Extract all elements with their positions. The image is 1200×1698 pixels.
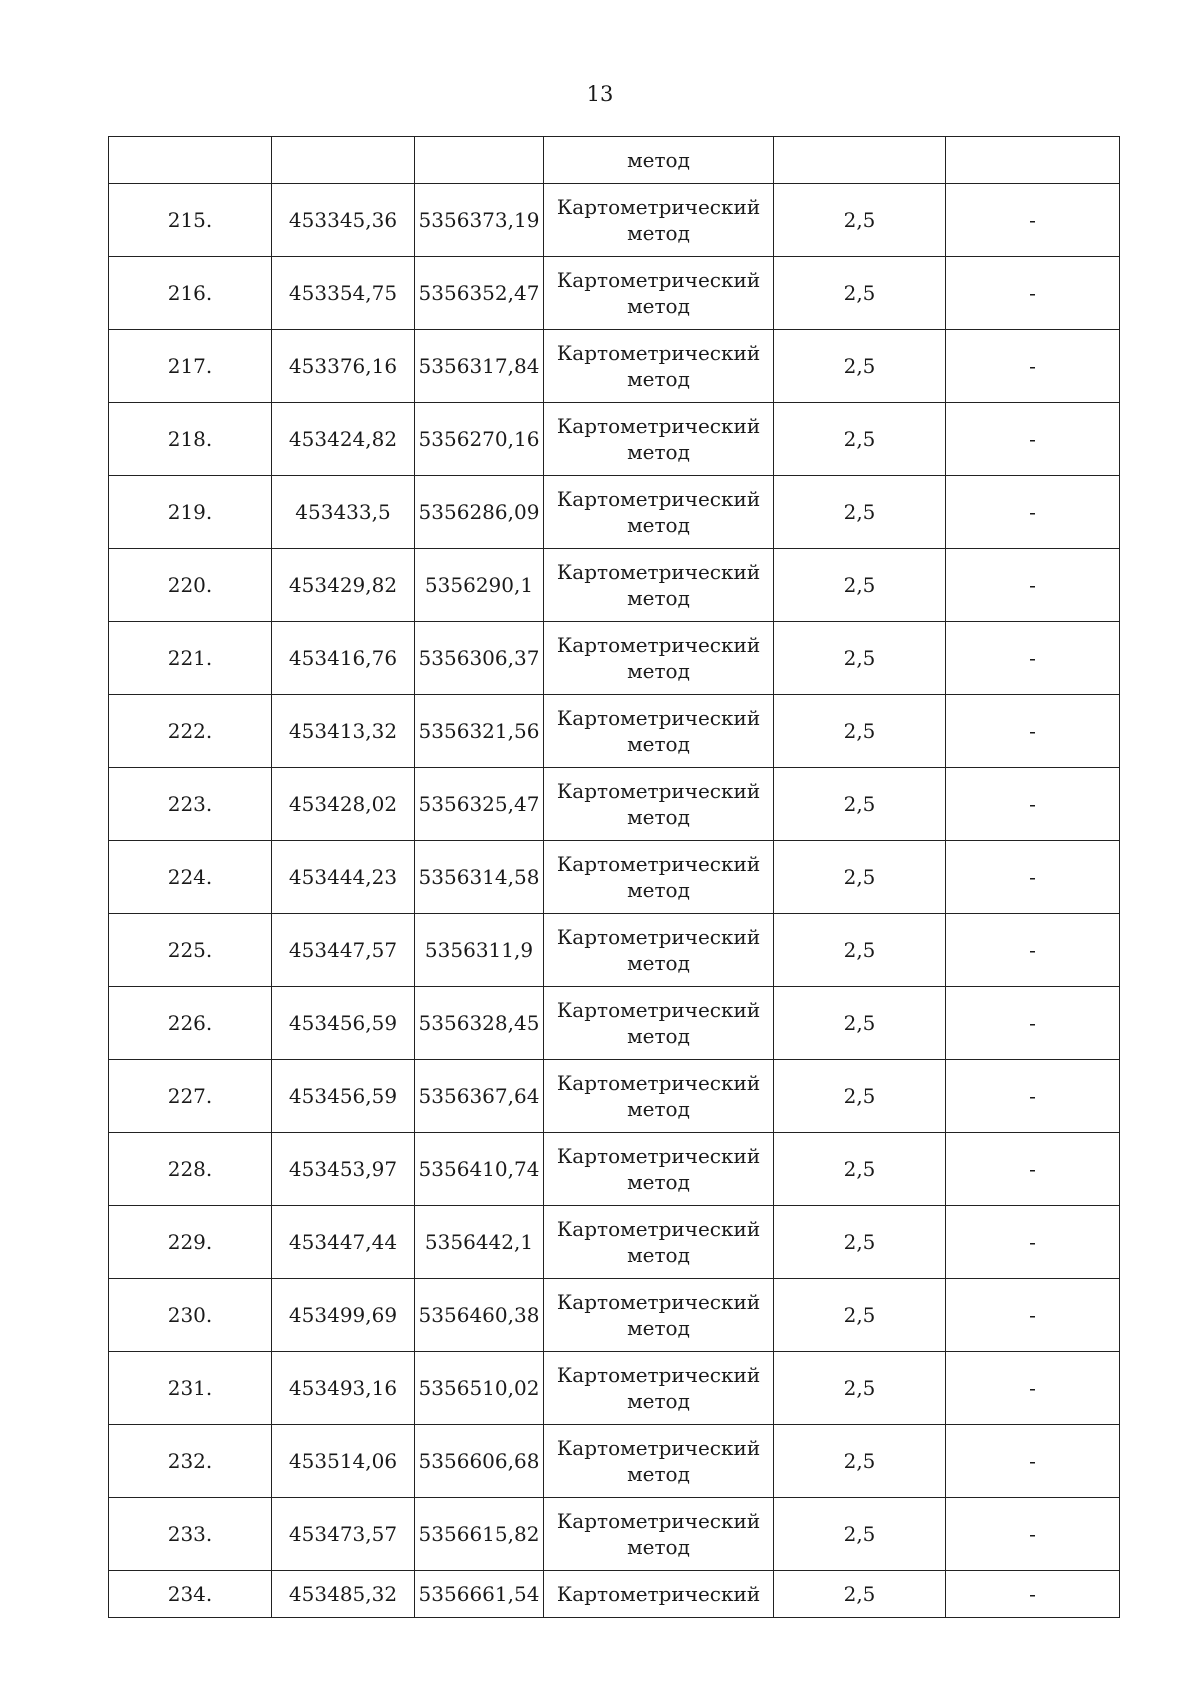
cell-x-coordinate: 453433,5	[272, 476, 415, 549]
method-line-1: Картометрический	[556, 925, 761, 949]
cell-y-coordinate: 5356442,1	[415, 1206, 544, 1279]
method-line-1: Картометрический	[556, 1363, 761, 1387]
cell-y-coordinate: 5356328,45	[415, 987, 544, 1060]
cell-method: метод	[544, 137, 774, 184]
cell-y-coordinate: 5356352,47	[415, 257, 544, 330]
cell-method	[544, 330, 774, 403]
method-line-1: Картометрический	[556, 414, 761, 438]
cell-accuracy: 2,5	[774, 622, 946, 695]
cell-accuracy: 2,5	[774, 476, 946, 549]
cell-method	[544, 695, 774, 768]
cell-x-coordinate: 453429,82	[272, 549, 415, 622]
cell-accuracy	[774, 137, 946, 184]
cell-x-coordinate: 453447,57	[272, 914, 415, 987]
page-number: 13	[586, 82, 614, 106]
method-line-2: метод	[627, 1316, 690, 1340]
cell-accuracy: 2,5	[774, 1571, 946, 1618]
table-row	[109, 476, 1120, 549]
cell-y-coordinate: 5356661,54	[415, 1571, 544, 1618]
cell-method	[544, 549, 774, 622]
cell-x-coordinate: 453456,59	[272, 987, 415, 1060]
cell-description: -	[946, 1498, 1120, 1571]
cell-y-coordinate: 5356410,74	[415, 1133, 544, 1206]
cell-point-number: 219.	[109, 476, 272, 549]
table-row	[109, 622, 1120, 695]
cell-point-number: 230.	[109, 1279, 272, 1352]
method-line-1: Картометрический	[556, 1290, 761, 1314]
cell-y-coordinate: 5356321,56	[415, 695, 544, 768]
method-line-2: метод	[627, 951, 690, 975]
cell-description: -	[946, 184, 1120, 257]
cell-description: -	[946, 1425, 1120, 1498]
method-line-1: Картометрический	[556, 1509, 761, 1533]
cell-description: -	[946, 768, 1120, 841]
table-row	[109, 1498, 1120, 1571]
cell-y-coordinate: 5356367,64	[415, 1060, 544, 1133]
table-row	[109, 403, 1120, 476]
method-line-2: метод	[627, 1243, 690, 1267]
cell-x-coordinate: 453456,59	[272, 1060, 415, 1133]
cell-point-number: 223.	[109, 768, 272, 841]
cell-point-number: 216.	[109, 257, 272, 330]
table-row	[109, 1206, 1120, 1279]
method-line-1: Картометрический	[556, 1144, 761, 1168]
table-row	[109, 1133, 1120, 1206]
method-line-1: Картометрический	[556, 1436, 761, 1460]
method-line-2: метод	[627, 1024, 690, 1048]
cell-x-coordinate: 453345,36	[272, 184, 415, 257]
cell-method	[544, 257, 774, 330]
table-row	[109, 330, 1120, 403]
cell-y-coordinate: 5356286,09	[415, 476, 544, 549]
table-row	[109, 184, 1120, 257]
cell-accuracy: 2,5	[774, 841, 946, 914]
cell-description: -	[946, 257, 1120, 330]
cell-accuracy: 2,5	[774, 1133, 946, 1206]
cell-x-coordinate: 453444,23	[272, 841, 415, 914]
cell-method	[544, 914, 774, 987]
cell-x-coordinate: 453453,97	[272, 1133, 415, 1206]
method-line-1: Картометрический	[556, 998, 761, 1022]
cell-x-coordinate: 453376,16	[272, 330, 415, 403]
method-line-1: Картометрический	[556, 852, 761, 876]
cell-accuracy: 2,5	[774, 695, 946, 768]
method-line-1: Картометрический	[556, 560, 761, 584]
cell-method	[544, 1352, 774, 1425]
cell-x-coordinate: 453447,44	[272, 1206, 415, 1279]
cell-y-coordinate: 5356306,37	[415, 622, 544, 695]
cell-method	[544, 1279, 774, 1352]
table-row	[109, 1425, 1120, 1498]
method-line-1: Картометрический	[556, 268, 761, 292]
cell-y-coordinate: 5356325,47	[415, 768, 544, 841]
method-line-1: Картометрический	[556, 195, 761, 219]
cell-point-number: 227.	[109, 1060, 272, 1133]
cell-method	[544, 1060, 774, 1133]
method-line-2: метод	[627, 805, 690, 829]
cell-accuracy: 2,5	[774, 987, 946, 1060]
cell-description: -	[946, 1133, 1120, 1206]
cell-y-coordinate: 5356460,38	[415, 1279, 544, 1352]
cell-method	[544, 987, 774, 1060]
method-line-2: метод	[627, 294, 690, 318]
cell-point-number: 226.	[109, 987, 272, 1060]
table-row	[109, 549, 1120, 622]
method-line-1: Картометрический	[556, 779, 761, 803]
cell-y-coordinate: 5356606,68	[415, 1425, 544, 1498]
cell-description: -	[946, 1279, 1120, 1352]
cell-description: -	[946, 695, 1120, 768]
table-row	[109, 841, 1120, 914]
cell-y-coordinate: 5356311,9	[415, 914, 544, 987]
cell-x-coordinate: 453354,75	[272, 257, 415, 330]
cell-accuracy: 2,5	[774, 1206, 946, 1279]
method-line-2: метод	[627, 221, 690, 245]
method-line-2: метод	[627, 1389, 690, 1413]
cell-description: -	[946, 403, 1120, 476]
cell-method	[544, 1425, 774, 1498]
method-line-2: метод	[627, 1462, 690, 1486]
cell-description: -	[946, 1060, 1120, 1133]
cell-accuracy: 2,5	[774, 1060, 946, 1133]
cell-point-number: 224.	[109, 841, 272, 914]
cell-y-coordinate: 5356314,58	[415, 841, 544, 914]
cell-method	[544, 1206, 774, 1279]
method-line-1: Картометрический	[556, 341, 761, 365]
cell-description: -	[946, 914, 1120, 987]
cell-accuracy: 2,5	[774, 549, 946, 622]
cell-point-number: 220.	[109, 549, 272, 622]
cell-method	[544, 403, 774, 476]
cell-description: -	[946, 476, 1120, 549]
cell-description: -	[946, 1352, 1120, 1425]
cell-x-coordinate	[272, 137, 415, 184]
method-line-1: Картометрический	[556, 1217, 761, 1241]
method-line-2: метод	[627, 1170, 690, 1194]
coordinates-table	[108, 136, 1120, 1618]
cell-method	[544, 184, 774, 257]
cell-x-coordinate: 453493,16	[272, 1352, 415, 1425]
cell-description: -	[946, 1571, 1120, 1618]
cell-point-number: 215.	[109, 184, 272, 257]
cell-method	[544, 1498, 774, 1571]
cell-y-coordinate: 5356270,16	[415, 403, 544, 476]
method-line-2: метод	[627, 586, 690, 610]
method-line-2: метод	[627, 659, 690, 683]
cell-accuracy: 2,5	[774, 257, 946, 330]
cell-method	[544, 841, 774, 914]
cell-accuracy: 2,5	[774, 184, 946, 257]
cell-accuracy: 2,5	[774, 403, 946, 476]
cell-description: -	[946, 841, 1120, 914]
method-line-1: Картометрический	[556, 487, 761, 511]
table-row	[109, 1060, 1120, 1133]
cell-point-number: 233.	[109, 1498, 272, 1571]
cell-x-coordinate: 453499,69	[272, 1279, 415, 1352]
cell-method: Картометрический	[544, 1571, 774, 1618]
method-line-2: метод	[627, 513, 690, 537]
cell-point-number: 222.	[109, 695, 272, 768]
cell-method	[544, 768, 774, 841]
table-row-continuation	[109, 137, 1120, 184]
cell-accuracy: 2,5	[774, 768, 946, 841]
cell-accuracy: 2,5	[774, 914, 946, 987]
cell-point-number: 232.	[109, 1425, 272, 1498]
cell-description	[946, 137, 1120, 184]
cell-method	[544, 476, 774, 549]
method-line-2: метод	[627, 1097, 690, 1121]
cell-y-coordinate: 5356510,02	[415, 1352, 544, 1425]
method-line-2: метод	[627, 440, 690, 464]
cell-accuracy: 2,5	[774, 1279, 946, 1352]
method-line-2: метод	[627, 732, 690, 756]
method-line-1: Картометрический	[556, 706, 761, 730]
cell-method	[544, 1133, 774, 1206]
method-line-1: Картометрический	[556, 1071, 761, 1095]
cell-x-coordinate: 453514,06	[272, 1425, 415, 1498]
cell-accuracy: 2,5	[774, 1498, 946, 1571]
cell-description: -	[946, 549, 1120, 622]
cell-description: -	[946, 622, 1120, 695]
method-line-2: метод	[627, 878, 690, 902]
cell-point-number: 218.	[109, 403, 272, 476]
table-row	[109, 987, 1120, 1060]
cell-y-coordinate	[415, 137, 544, 184]
cell-method	[544, 622, 774, 695]
cell-point-number: 221.	[109, 622, 272, 695]
cell-point-number: 231.	[109, 1352, 272, 1425]
cell-accuracy: 2,5	[774, 1352, 946, 1425]
cell-point-number: 234.	[109, 1571, 272, 1618]
cell-accuracy: 2,5	[774, 330, 946, 403]
cell-point-number: 229.	[109, 1206, 272, 1279]
cell-y-coordinate: 5356615,82	[415, 1498, 544, 1571]
cell-point-number: 228.	[109, 1133, 272, 1206]
cell-x-coordinate: 453416,76	[272, 622, 415, 695]
cell-x-coordinate: 453424,82	[272, 403, 415, 476]
table-row	[109, 1571, 1120, 1618]
table-row	[109, 1352, 1120, 1425]
table-row	[109, 695, 1120, 768]
method-line-2: метод	[627, 1535, 690, 1559]
table-row	[109, 914, 1120, 987]
cell-y-coordinate: 5356317,84	[415, 330, 544, 403]
cell-point-number: 217.	[109, 330, 272, 403]
cell-point-number: 225.	[109, 914, 272, 987]
table-row	[109, 1279, 1120, 1352]
cell-x-coordinate: 453413,32	[272, 695, 415, 768]
method-line-2: метод	[627, 367, 690, 391]
cell-x-coordinate: 453428,02	[272, 768, 415, 841]
cell-point-number	[109, 137, 272, 184]
cell-description: -	[946, 330, 1120, 403]
table-row	[109, 257, 1120, 330]
cell-x-coordinate: 453485,32	[272, 1571, 415, 1618]
cell-y-coordinate: 5356290,1	[415, 549, 544, 622]
cell-description: -	[946, 987, 1120, 1060]
cell-y-coordinate: 5356373,19	[415, 184, 544, 257]
cell-x-coordinate: 453473,57	[272, 1498, 415, 1571]
cell-accuracy: 2,5	[774, 1425, 946, 1498]
method-line-1: Картометрический	[556, 633, 761, 657]
cell-description: -	[946, 1206, 1120, 1279]
table-row	[109, 768, 1120, 841]
